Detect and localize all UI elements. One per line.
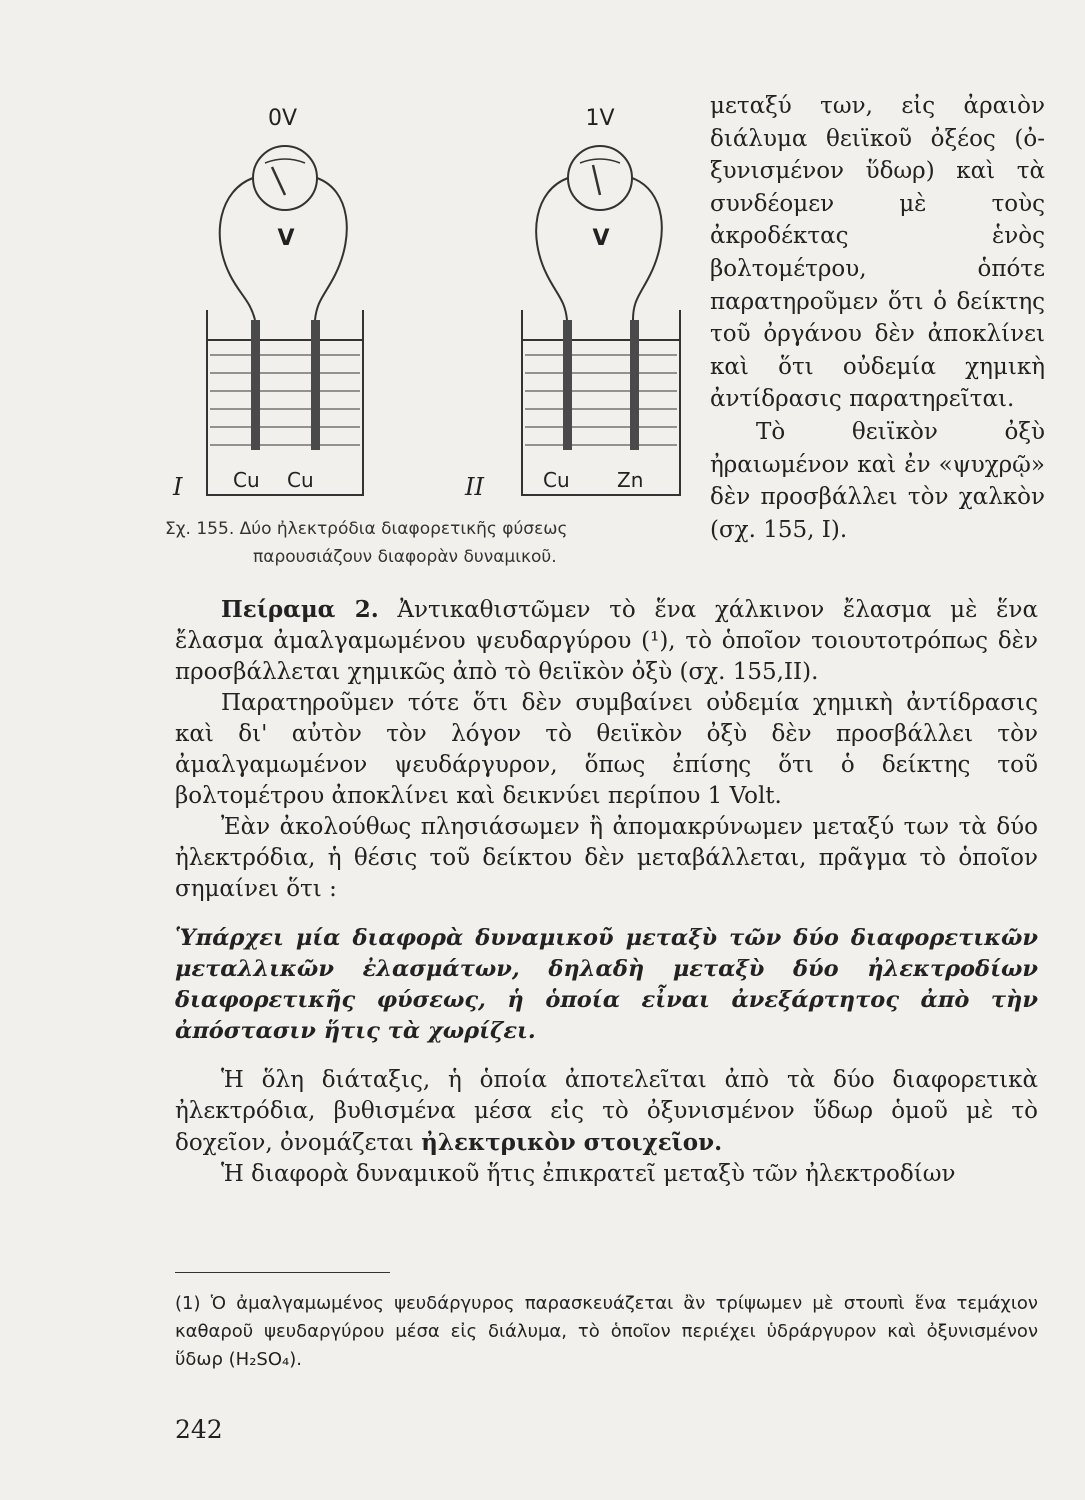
- liquid-lines-2: [525, 355, 677, 445]
- body-paragraph-1-text: Ἀντικαθιστῶμεν τὸ ἕνα χάλκινον ἔλασμα μὲ ἕνα ἔλασμα ἀμαλγαμωμένου ψευδαργύρου (¹), τὸ ὁποῖον τοιουτοτρόπως δὲν προσβάλλεται χημικῶς ἀπὸ τὸ θειϊκὸν ὀξὺ (σχ. 155,II).: [175, 597, 1038, 685]
- voltmeter-2-needle: [593, 165, 600, 195]
- voltmeter-1-needle: [272, 167, 285, 195]
- liquid-lines-1: [210, 355, 360, 445]
- caption-line-1: Σχ. 155. Δύο ἠλεκτρόδια διαφορετικῆς φύσεως: [165, 519, 568, 539]
- electrode-cu-1b: [311, 320, 320, 450]
- wire-1-left: [220, 178, 255, 320]
- footnote: (1) Ὁ ἀμαλγαμωμένος ψευδάργυρος παρασκευάζεται ἂν τρίψωμεν μὲ στουπὶ ἕνα τεμάχιον καθαροῦ ψευδαργύρου μέσα εἰς διάλυμα, τὸ ὁποῖον περιέχει ὑδράργυρον καὶ ὀξυνισμένον ὕδωρ (H₂SO₄).: [175, 1293, 1038, 1370]
- electrode-label-1b: Cu: [287, 468, 314, 492]
- side-column-text: [710, 90, 1045, 546]
- body-paragraph-5: Ἡ διαφορὰ δυναμικοῦ ἥτις ἐπικρατεῖ μεταξὺ τῶν ἠλεκτροδίων: [221, 1161, 956, 1187]
- key-statement: Ὑπάρχει μία διαφορὰ δυναμικοῦ μεταξὺ τῶν δύο διαφορετικῶν μεταλλικῶν ἐλασμάτων, δηλαδὴ μεταξὺ δύο ἠλεκτροδίων διαφορετικῆς φύσεως, ἡ ὁποία εἶναι ἀνεξάρτητος ἀπὸ τὴν ἀπόστασιν ἥτις τὰ χωρίζει.: [175, 925, 1038, 1044]
- beaker-1: [207, 310, 363, 495]
- cell-2: [522, 146, 680, 495]
- cell-1: [207, 146, 363, 495]
- figure-caption: [165, 515, 695, 571]
- term-electric-cell: ἠλεκτρικὸν στοιχεῖον.: [421, 1129, 723, 1156]
- electrode-zn-2: [630, 320, 639, 450]
- footnote-rule: [175, 1272, 390, 1273]
- body-paragraph-1: [175, 594, 1038, 688]
- wire-2-right: [632, 178, 662, 320]
- voltmeter-2-dial: [568, 146, 632, 210]
- electrode-cu-2: [563, 320, 572, 450]
- caption-line-2: παρουσιάζουν διαφορὰν δυναμικοῦ.: [253, 547, 557, 567]
- electrode-label-2b: Zn: [617, 468, 644, 492]
- figure-155: [165, 95, 695, 515]
- body-paragraph-4-text: Ἡ ὅλη διάταξις, ἡ ὁποία ἀποτελεῖται ἀπὸ τὰ δύο διαφορετικὰ ἠλεκτρόδια, βυθισμένα μέσα εἰς τὸ ὀξυνισμένον ὕδωρ ὁμοῦ μὲ τὸ δοχεῖον, ὀνομάζεται: [175, 1067, 1038, 1156]
- electrode-label-1a: Cu: [233, 468, 260, 492]
- wire-1-right: [315, 178, 347, 320]
- side-paragraph-2: Τὸ θειϊκὸν ὀξὺ ἠραιωμένον καὶ ἐν «ψυχρῷ» δὲν προσβάλλει τὸν χαλκὸν (σχ. 155, I).: [710, 418, 1045, 543]
- roman-label-2: II: [465, 473, 484, 501]
- electrode-cu-1a: [251, 320, 260, 450]
- body-paragraph-2: Παρατηροῦμεν τότε ὅτι δὲν συμβαίνει οὐδεμία χημικὴ ἀντίδρασις καὶ δι' αὐτὸν τὸν λόγον τὸ θειϊκὸν ὀξὺ δὲν προσβάλλει τὸν ἀμαλγαμωμένον ψευδάργυρον, ὅπως ἐπίσης ὅτι ὁ δείκτης τοῦ βολτομέτρου ἀποκλίνει καὶ δεικνύει περίπου 1 Volt.: [175, 690, 1038, 809]
- body-paragraph-3: Ἐὰν ἀκολούθως πλησιάσωμεν ἢ ἀπομακρύνωμεν μεταξύ των τὰ δύο ἠλεκτρόδια, ἡ θέσις τοῦ δείκτου δὲν μεταβάλλεται, πρᾶγμα τὸ ὁποῖον σημαίνει ὅτι :: [175, 814, 1038, 902]
- meter-label-1: V: [277, 226, 295, 251]
- body-paragraph-4: [175, 1065, 1038, 1159]
- wire-2-left: [536, 178, 568, 320]
- meter-label-2: V: [592, 226, 610, 251]
- side-paragraph-1: μεταξύ των, εἰς ἀραιὸν διάλυμα θειϊκοῦ ὀξέος (ὀ-ξυνισμένον ὕδωρ) καὶ τὰ συνδέομεν μὲ τοὺς ἀκροδέκτας ἑνὸς βολτομέτρου, ὁπότε παρατηροῦμεν ὅτι ὁ δείκτης τοῦ ὀργάνου δὲν ἀποκλίνει καὶ ὅτι οὐδεμία χημικὴ ἀντίδρασις παρατηρεῖται.: [710, 93, 1045, 413]
- reading-cell-2: 1V: [585, 106, 615, 131]
- voltmeter-1-dial: [253, 146, 317, 210]
- electrode-label-2a: Cu: [543, 468, 570, 492]
- galvanic-cells-diagram: [165, 95, 695, 515]
- reading-cell-1: 0V: [268, 106, 298, 131]
- main-body-text: [175, 594, 1038, 1190]
- page-number: 242: [175, 1415, 223, 1444]
- roman-label-1: I: [173, 473, 183, 501]
- experiment-label: Πείραμα 2.: [221, 596, 379, 623]
